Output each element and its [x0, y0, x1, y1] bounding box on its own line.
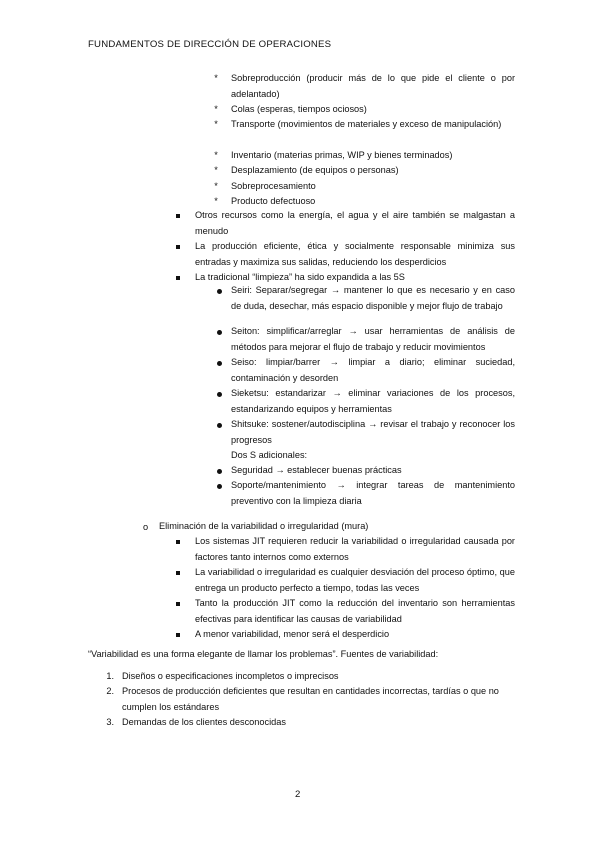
square-bullet — [176, 571, 180, 575]
dot-bullet — [217, 361, 222, 366]
list-item: A menor variabilidad, menor será el desperdicio — [195, 629, 390, 639]
list-item: Inventario (materias primas, WIP y bienes terminados) — [231, 150, 453, 160]
list-item: Sobreproducción (producir más de lo que pide el cliente o por adelantado) — [231, 73, 515, 99]
dot-bullet — [217, 469, 222, 474]
dot-bullet — [217, 484, 222, 489]
list-item: Producto defectuoso — [231, 196, 316, 206]
list-item: Transporte (movimientos de materiales y exceso de manipulación) — [231, 119, 502, 129]
list-item: Sobreprocesamiento — [231, 181, 316, 191]
square-bullet — [176, 245, 180, 249]
running-header: FUNDAMENTOS DE DIRECCIÓN DE OPERACIONES — [88, 39, 332, 50]
asterisk-marker: * — [214, 73, 218, 83]
square-bullet — [176, 540, 180, 544]
list-item: Los sistemas JIT requieren reducir la variabilidad o irregularidad causada por factores tanto internos como externos — [195, 536, 515, 562]
dot-bullet — [217, 423, 222, 428]
list-item: Seguridad → establecer buenas prácticas — [231, 465, 402, 475]
square-bullet — [176, 214, 180, 218]
list-item: La tradicional “limpieza” ha sido expandida a las 5S — [195, 272, 405, 282]
square-bullet — [176, 633, 180, 637]
asterisk-marker: * — [214, 181, 218, 191]
list-item: Tanto la producción JIT como la reducción del inventario son herramientas efectivas para identificar las causas de variabilidad — [195, 598, 515, 624]
list-item: Shitsuke: sostener/autodisciplina → revisar el trabajo y reconocer los progresos — [231, 419, 515, 445]
list-item: Desplazamiento (de equipos o personas) — [231, 165, 399, 175]
list-item: Seiso: limpiar/barrer → limpiar a diario; eliminar suciedad, contaminación y desorden — [231, 357, 515, 383]
list-item: Sieketsu: estandarizar → eliminar variaciones de los procesos, estandarizando equipos y herramientas — [231, 388, 515, 414]
dot-bullet — [217, 392, 222, 397]
numbered-item: Demandas de los clientes desconocidas — [122, 717, 286, 727]
list-item: Seiri: Separar/segregar → mantener lo que es necesario y en caso de duda, desechar, más espacio disponible y mejor flujo de trabajo — [231, 285, 515, 311]
list-number: 2. — [106, 686, 114, 696]
list-item: Soporte/mantenimiento → integrar tareas de mantenimiento preventivo con la limpieza diaria — [231, 480, 515, 506]
page-number: 2 — [295, 789, 301, 800]
asterisk-marker: * — [214, 196, 218, 206]
asterisk-marker: * — [214, 165, 218, 175]
list-item: Seiton: simplificar/arreglar → usar herramientas de análisis de métodos para mejorar el flujo de trabajo y reducir movimientos — [231, 326, 515, 352]
list-item: La variabilidad o irregularidad es cualquier desviación del proceso óptimo, que entrega un producto perfecto a tiempo, todas las veces — [195, 567, 515, 593]
asterisk-marker: * — [214, 150, 218, 160]
numbered-item: Diseños o especificaciones incompletos o imprecisos — [122, 671, 339, 681]
section-heading: Eliminación de la variabilidad o irregularidad (mura) — [159, 521, 369, 531]
circle-marker: o — [143, 522, 149, 532]
list-item: Colas (esperas, tiempos ociosos) — [231, 104, 367, 114]
square-bullet — [176, 602, 180, 606]
dot-bullet — [217, 330, 222, 335]
dot-bullet — [217, 289, 222, 294]
list-item: La producción eficiente, ética y socialmente responsable minimiza sus entradas y maximiza sus salidas, reduciendo los desperdicios — [195, 241, 515, 267]
numbered-item: Procesos de producción deficientes que resultan en cantidades incorrectas, tardías o que no cumplen los estándares — [122, 686, 499, 712]
list-item: Otros recursos como la energía, el agua y el aire también se malgastan a menudo — [195, 210, 515, 236]
asterisk-marker: * — [214, 104, 218, 114]
list-number: 1. — [106, 671, 114, 681]
square-bullet — [176, 276, 180, 280]
list-number: 3. — [106, 717, 114, 727]
subheading: Dos S adicionales: — [231, 450, 308, 460]
asterisk-marker: * — [214, 119, 218, 129]
quote-paragraph: “Variabilidad es una forma elegante de llamar los problemas”. Fuentes de variabilidad: — [88, 649, 439, 659]
